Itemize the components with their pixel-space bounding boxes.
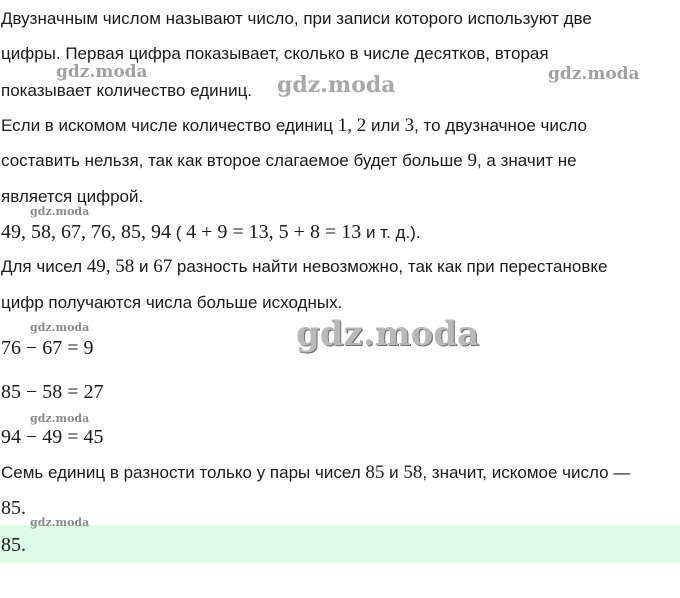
text-part: разность найти невозможно, так как при перестановке	[172, 257, 608, 276]
paragraph1-line1: Двузначным числом называют число, при записи которого используют две	[1, 9, 592, 28]
text-part: или	[366, 116, 405, 135]
text-part: и	[134, 257, 154, 276]
answer-highlight	[0, 525, 680, 563]
text-part: Для чисел	[1, 257, 87, 276]
watermark-logo: gdz.moda	[548, 64, 640, 84]
text-part: Семь единиц в разности только у пары чисел	[1, 463, 366, 482]
text-part: и	[384, 463, 404, 482]
paragraph2-line1	[1, 116, 587, 136]
numbers-list: 49, 58, 67, 76, 85, 94	[1, 221, 171, 243]
text-part: , а значит не	[476, 151, 577, 170]
math-inline: 1, 2	[337, 115, 367, 136]
math-inline: 85	[365, 462, 385, 483]
answer-value: 85.	[1, 534, 26, 556]
text-part: , то двузначное число	[414, 116, 587, 135]
watermark-logo: gdz.moda	[30, 321, 90, 334]
paragraph1-line2: цифры. Первая цифра показывает, сколько в числе десятков, вторая	[1, 44, 549, 63]
paragraph2-line2	[1, 151, 577, 171]
math-inline: 49, 58	[86, 256, 135, 277]
paren-open: (	[171, 223, 187, 242]
text-part: составить нельзя, так как второе слагаемое будет больше	[1, 151, 468, 170]
conclusion-line1	[1, 463, 630, 483]
math-inline: 67	[153, 256, 173, 277]
watermark-logo: gdz.moda	[296, 314, 480, 354]
watermark-logo: gdz.moda	[56, 62, 148, 82]
watermark-logo: gdz.moda	[30, 516, 90, 529]
equation-3: 94 − 49 = 45	[1, 426, 104, 448]
math-inline: 3	[404, 115, 415, 136]
paragraph1-line3: показывает количество единиц.	[1, 81, 253, 100]
math-inline: 9	[467, 150, 477, 171]
equation-2: 85 − 58 = 27	[1, 381, 104, 403]
text-part: Если в искомом числе количество единиц	[1, 116, 338, 135]
paragraph3-line2: цифр получаются числа больше исходных.	[1, 293, 343, 312]
watermark-logo: gdz.moda	[30, 205, 90, 218]
watermark-logo: gdz.moda	[277, 72, 396, 98]
sum-examples: 4 + 9 = 13, 5 + 8 = 13	[186, 221, 362, 243]
etc-text: и т. д.).	[361, 223, 421, 242]
watermark-logo: gdz.moda	[30, 412, 90, 425]
paragraph2-line3: является цифрой.	[1, 187, 144, 206]
conclusion-line2: 85.	[1, 497, 26, 519]
equation-1: 76 − 67 = 9	[1, 337, 94, 359]
text-part: , значит, искомое число —	[422, 463, 631, 482]
paragraph3-line1	[1, 257, 607, 277]
math-inline: 58	[403, 462, 423, 483]
numbers-list-line	[1, 221, 421, 244]
